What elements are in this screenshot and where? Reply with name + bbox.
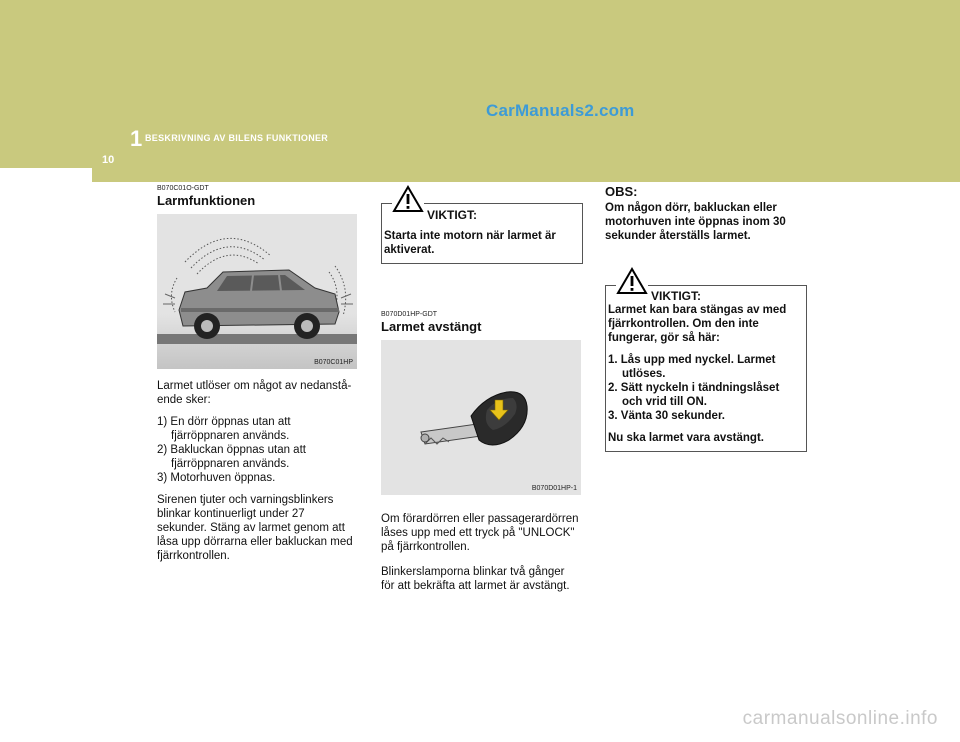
remote-key-illustration [381, 340, 581, 495]
section-heading: Larmfunktionen [157, 193, 256, 208]
warning-text [382, 229, 582, 263]
warning-message: Starta inte motorn när larmet är aktiverat. [384, 230, 556, 256]
warning-header [606, 285, 806, 311]
car-alarm-figure [157, 214, 357, 369]
list-item: 3) Motorhuven öppnas. [157, 472, 276, 484]
section-code: B070C01O-GDT [157, 185, 209, 192]
chapter-number: 1 [130, 126, 143, 151]
figure-caption: B070C01HP [314, 359, 353, 366]
unlock-paragraph: Om förardörren eller passagerardörren låses upp med ett tryck på "UNLOCK" på fjärrkontrollen. [381, 513, 579, 553]
page-number: 10 [102, 154, 115, 166]
blink-paragraph: Blinkerslamporna blinkar två gånger för att bekräfta att larmet är avstängt. [381, 566, 570, 592]
car-alarm-illustration [157, 214, 357, 369]
warning-title: VIKTIGT: [427, 208, 477, 222]
obs-title: OBS: [605, 184, 638, 199]
warning-intro: Larmet kan bara stängas av med fjärrkontrollen. Om den inte fungerar, gör så här: [608, 304, 787, 344]
section-heading: Larmet avstängt [381, 319, 482, 334]
list-item: 2) Bakluckan öppnas utan att fjärröppnaren används. [157, 444, 306, 470]
figure-caption: B070D01HP-1 [531, 485, 577, 492]
header-band [0, 0, 960, 168]
warning-text [606, 303, 806, 451]
step-item: 1. Lås upp med nyckel. Larmet utlöses. [608, 354, 776, 380]
column-alarm-off [381, 203, 581, 593]
page-tab [92, 152, 960, 182]
column-notes [605, 184, 807, 452]
column-alarm-function [157, 185, 357, 563]
key-figure [381, 340, 581, 495]
warning-header [382, 203, 582, 229]
obs-text: Om någon dörr, bakluckan eller motorhuven inte öppnas inom 30 sekunder återställs larmet. [605, 202, 786, 242]
warning-triangle-icon [616, 267, 648, 295]
warning-box [605, 285, 807, 452]
chapter-title: BESKRIVNING AV BILENS FUNKTIONER [145, 133, 329, 143]
section-code: B070D01HP-GDT [381, 311, 438, 318]
watermark-top-link[interactable]: CarManuals2.com [486, 101, 635, 120]
step-item: 2. Sätt nyckeln i tändningslåset och vrid till ON. [608, 382, 780, 408]
watermark-bottom: carmanualsonline.info [742, 708, 938, 729]
alarm-off-text [381, 512, 581, 593]
warning-box [381, 203, 583, 264]
alarm-intro: Larmet utlöser om något av nedanstå-ende sker: [157, 380, 352, 406]
warning-title: VIKTIGT: [651, 289, 701, 303]
warning-closing: Nu ska larmet vara avstängt. [608, 432, 764, 444]
step-item: 3. Vänta 30 sekunder. [608, 410, 725, 422]
alarm-trigger-text [157, 379, 357, 563]
list-item: 1) En dörr öppnas utan att fjärröppnaren används. [157, 416, 291, 442]
warning-triangle-icon [392, 185, 424, 213]
alarm-paragraph: Sirenen tjuter och varningsblinkers blinkar kontinuerligt under 27 sekunder. Stäng av larmet genom att låsa upp dörrarna eller bakluckan med fjärrkontrollen. [157, 494, 353, 562]
